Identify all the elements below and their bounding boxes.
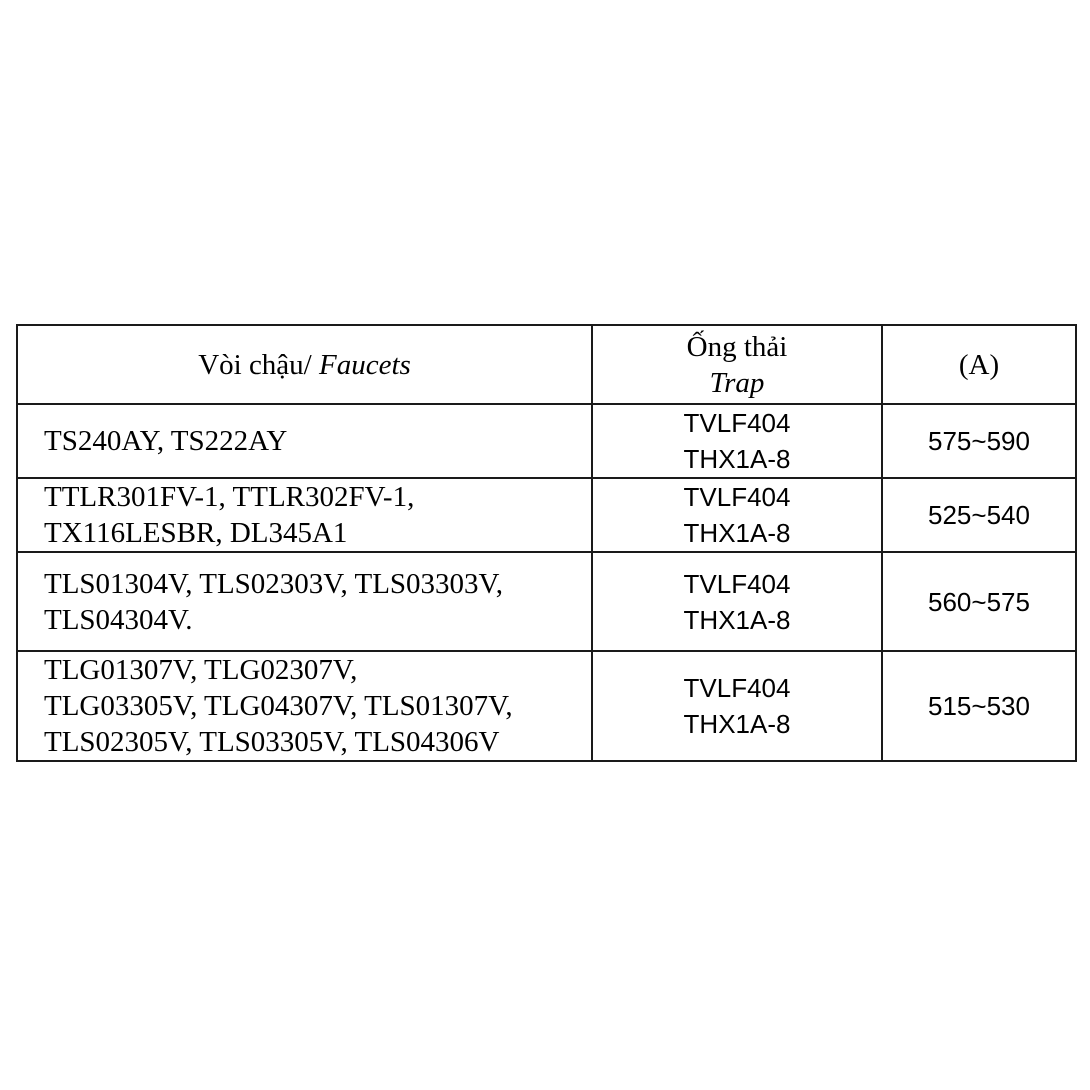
faucets-cell xyxy=(17,552,592,651)
faucet-models-line: TX116LESBR, DL345A1 xyxy=(44,517,348,549)
a-value-cell xyxy=(882,404,1076,478)
header-faucets-italic: Faucets xyxy=(319,348,411,381)
faucet-models-line: TLS01304V, TLS02303V, TLS03303V, xyxy=(44,567,503,600)
trap-model-line: THX1A-8 xyxy=(683,604,791,635)
faucets-cell xyxy=(17,651,592,761)
trap-model-line: THX1A-8 xyxy=(683,444,791,474)
trap-model-line: THX1A-8 xyxy=(683,518,791,548)
trap-model-line: TVLF404 xyxy=(683,673,791,703)
a-value: 560~575 xyxy=(928,586,1030,617)
header-trap xyxy=(592,325,882,404)
a-value-cell xyxy=(882,552,1076,651)
faucets-cell xyxy=(17,404,592,478)
a-value-cell xyxy=(882,478,1076,552)
trap-model-line: THX1A-8 xyxy=(683,709,791,739)
table-row xyxy=(17,651,1076,761)
header-faucets xyxy=(17,325,592,404)
trap-model-line: TVLF404 xyxy=(683,482,791,512)
header-a xyxy=(882,325,1076,404)
header-faucets-label: Vòi chậu/ xyxy=(198,348,319,381)
header-trap-line1: Ống thải xyxy=(686,330,788,363)
a-value-cell xyxy=(882,651,1076,761)
table-row xyxy=(17,404,1076,478)
table-header-row xyxy=(17,325,1076,404)
faucets-cell xyxy=(17,478,592,552)
a-value: 525~540 xyxy=(928,500,1030,530)
table-row xyxy=(17,552,1076,651)
trap-cell xyxy=(592,651,882,761)
table-row xyxy=(17,478,1076,552)
faucet-models-line: TLG03305V, TLG04307V, TLS01307V, xyxy=(44,690,513,722)
faucet-models-line: TS240AY, TS222AY xyxy=(44,425,288,457)
trap-model-line: TVLF404 xyxy=(683,408,791,438)
a-value: 575~590 xyxy=(928,426,1030,456)
trap-cell xyxy=(592,404,882,478)
header-a-label: (A) xyxy=(958,348,1000,381)
faucet-models-line: TLS02305V, TLS03305V, TLS04306V xyxy=(44,726,500,758)
a-value: 515~530 xyxy=(928,691,1030,721)
faucet-models-line: TLG01307V, TLG02307V, xyxy=(44,654,358,686)
faucet-trap-table xyxy=(16,324,1077,762)
trap-cell xyxy=(592,478,882,552)
faucet-models-line: TTLR301FV-1, TTLR302FV-1, xyxy=(44,481,415,513)
header-trap-line2: Trap xyxy=(709,366,765,399)
faucet-models-line: TLS04304V. xyxy=(44,603,193,636)
trap-model-line: TVLF404 xyxy=(683,568,791,599)
trap-cell xyxy=(592,552,882,651)
